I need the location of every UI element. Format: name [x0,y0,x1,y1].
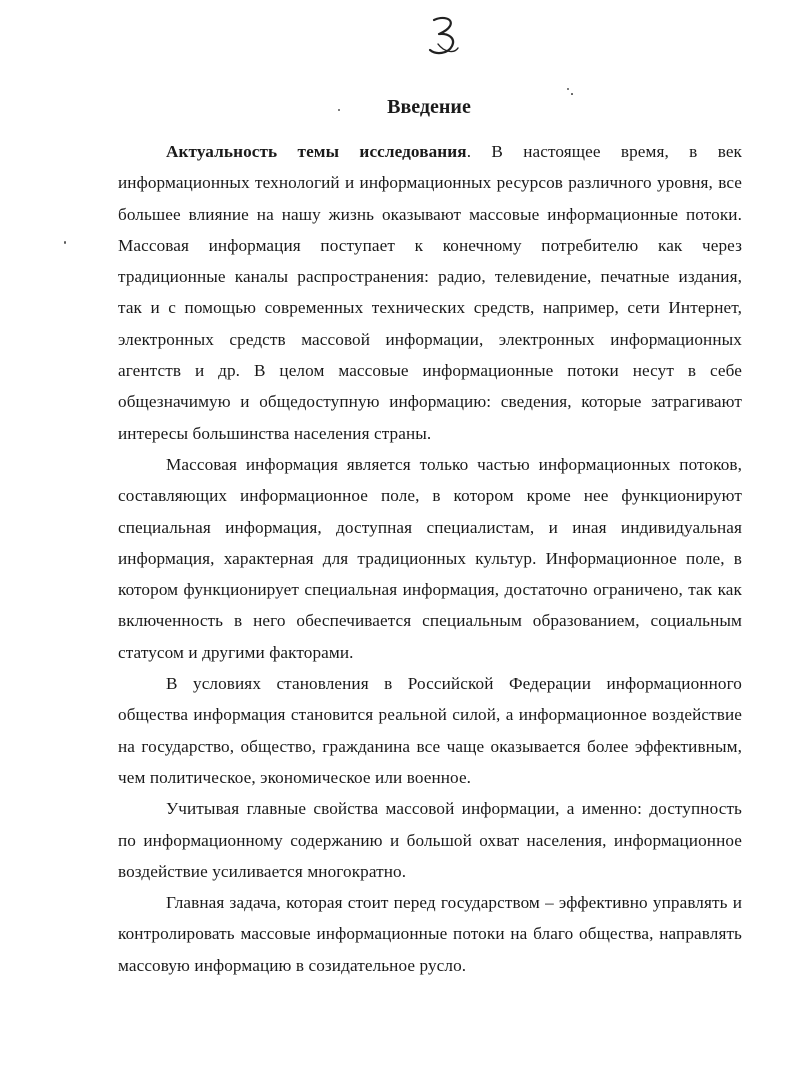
handwritten-page-number [424,14,464,58]
paragraph-lead-bold: Актуальность темы исследования [166,142,467,161]
document-body [118,136,742,981]
paragraph-4: Учитывая главные свойства массовой информации, а именно: доступность по информационному содержанию и большой охват населения, информационное воздействие усиливается многократно. [118,799,742,881]
scan-speck [567,88,569,90]
paragraph-text: . В настоящее время, в век информационных технологий и информационных ресурсов различного уровня, все большее влияние на нашу жизнь оказывают массовые информационные потоки. Массовая информация поступает к конечному потребителю как через традиционные каналы распространения: радио, телевидение, печатные издания, так и с помощью современных технических средств, например, сети Интернет, электронных средств массовой информации, электронных информационных агентств и др. В целом массовые информационные потоки несут в себе общезначимую и общедоступную информацию: сведения, которые затрагивают интересы большинства населения страны. [118,142,742,443]
scan-speck [571,93,573,95]
paragraph-3: В условиях становления в Российской Федерации информационного общества информация становится реальной силой, а информационное воздействие на государство, общество, гражданина все чаще оказывается более эффективным, чем политическое, экономическое или военное. [118,674,742,787]
paragraph-5: Главная задача, которая стоит перед государством – эффективно управлять и контролировать массовые информационные потоки на благо общества, направлять массовую информацию в созидательное русло. [118,893,742,975]
paragraph-1 [118,136,742,449]
paragraph-2: Массовая информация является только частью информационных потоков, составляющих информационное поле, в котором кроме нее функционируют специальная информация, доступная специалистам, и иная индивидуальная информация, характерная для традиционных культур. Информационное поле, в котором функционирует специальная информация, достаточно ограничено, так как включенность в него обеспечивается специальным образованием, социальным статусом и другими факторами. [118,454,742,662]
section-heading: Введение [387,96,471,118]
scan-speck [64,241,66,244]
